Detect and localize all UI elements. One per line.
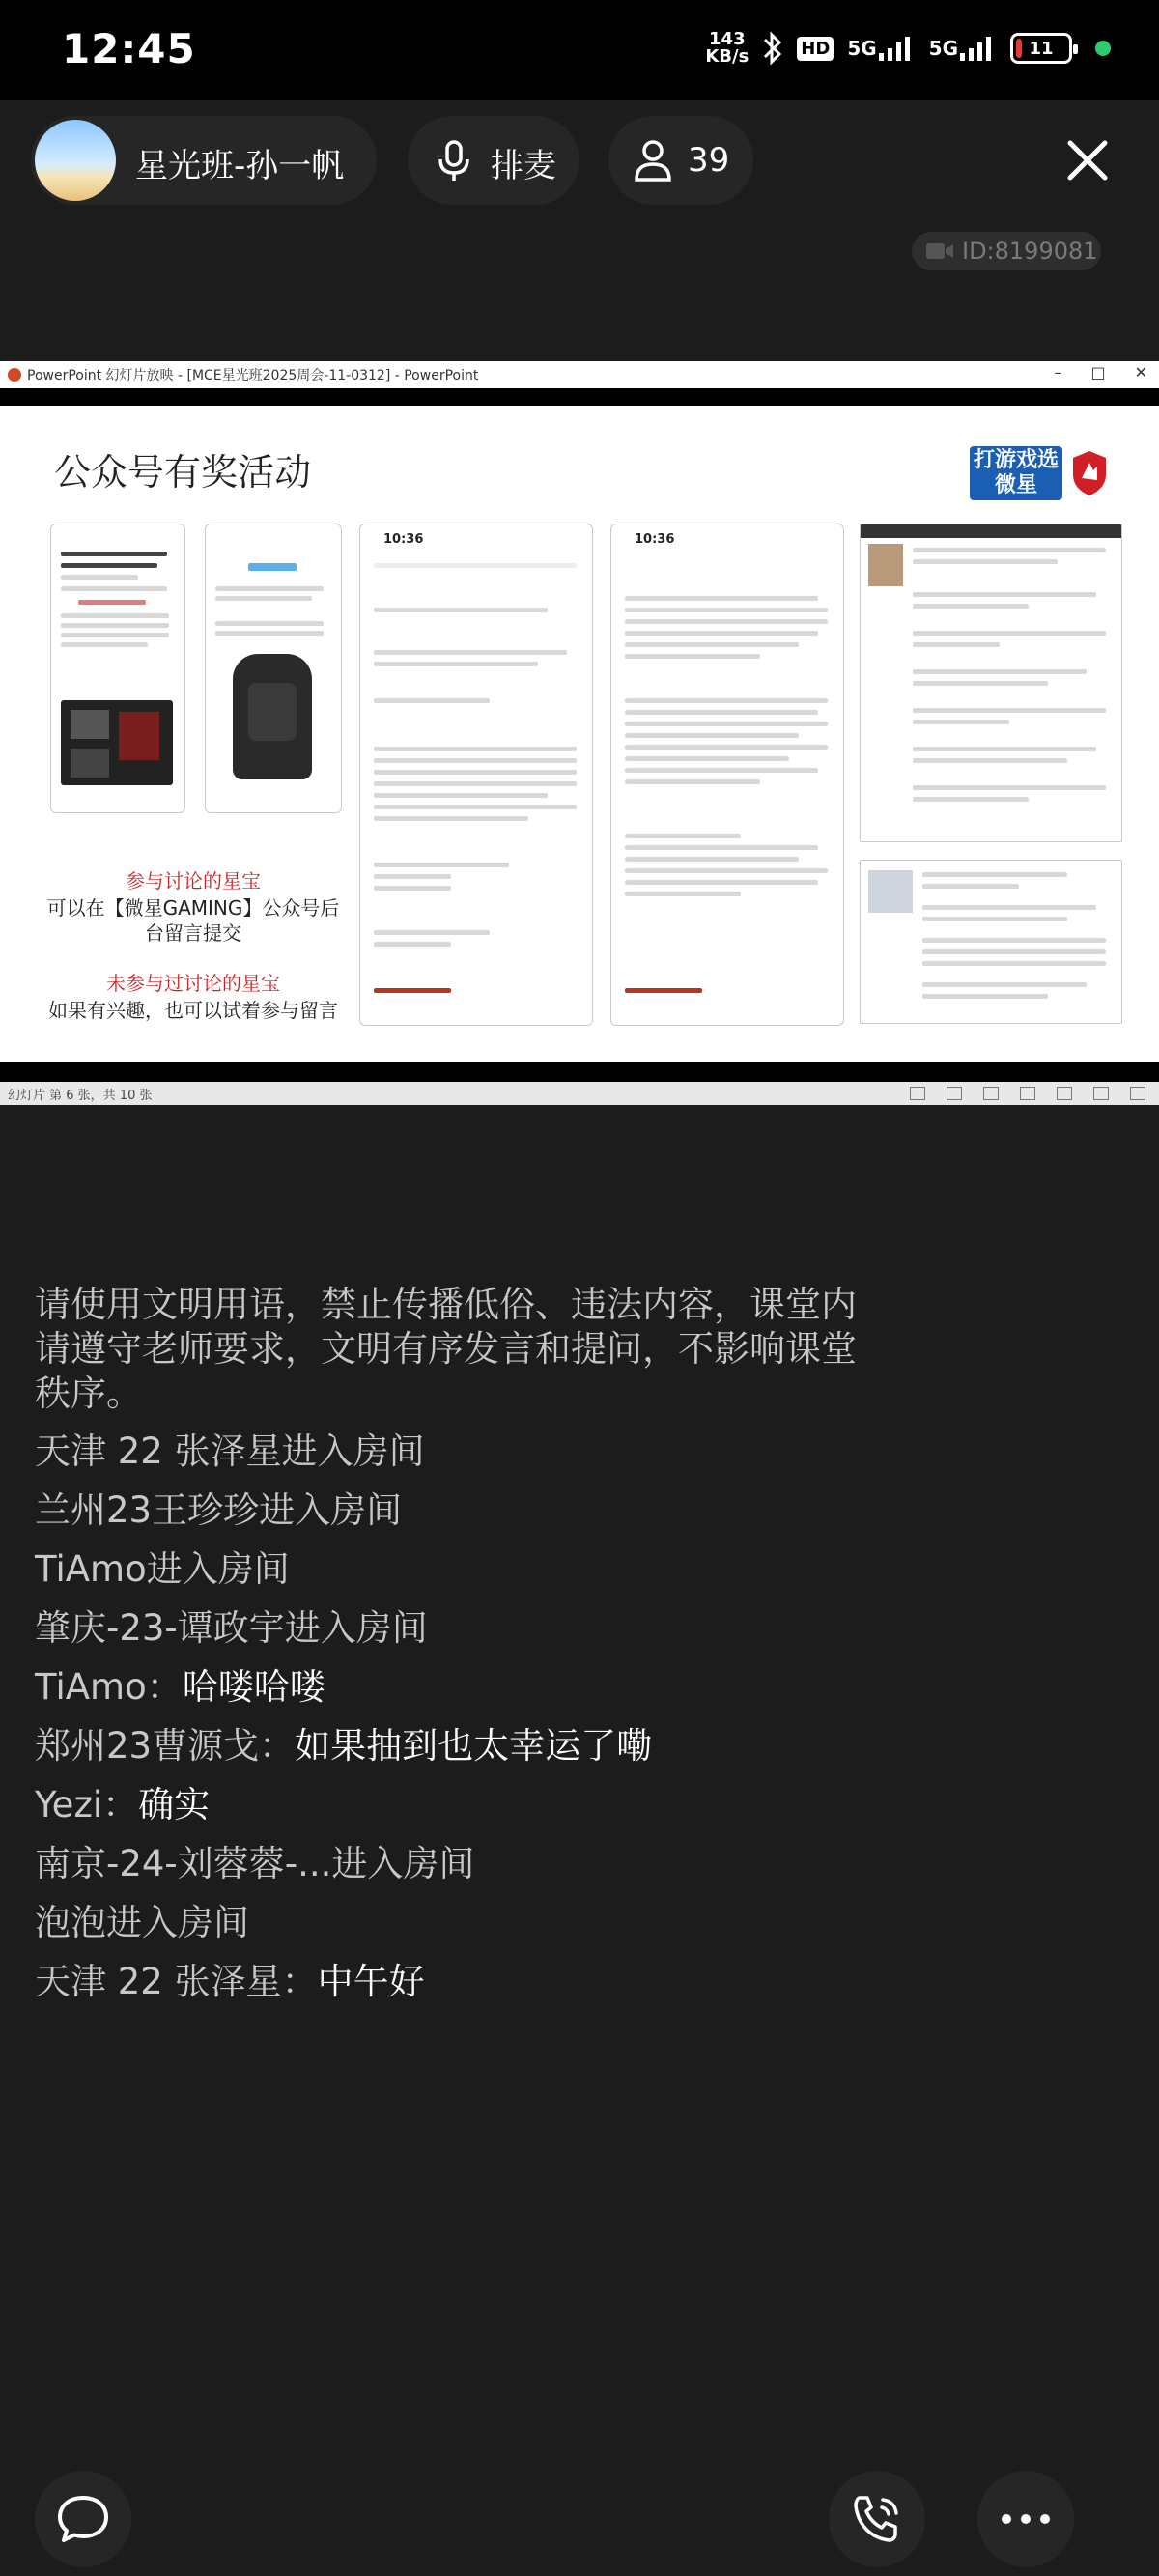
- msi-shield-icon: [1070, 449, 1109, 497]
- chat-text: 中午好: [317, 1961, 425, 2002]
- comment-button[interactable]: [35, 2471, 131, 2567]
- network-type: 5G: [847, 37, 877, 60]
- article-screenshot: [205, 524, 342, 813]
- more-button[interactable]: [977, 2471, 1074, 2567]
- chat-message: [35, 1901, 865, 1945]
- chat-sender: 南京-24-刘蓉蓉-...进入房间: [35, 1843, 475, 1884]
- maximize-icon: □: [1090, 363, 1106, 382]
- audience-button[interactable]: [608, 116, 753, 205]
- chat-message: [35, 1724, 865, 1769]
- chat-message: [35, 1960, 865, 2004]
- more-icon: [997, 2509, 1055, 2529]
- cta-heading: 参与讨论的星宝: [126, 869, 261, 892]
- network-type: 5G: [928, 37, 958, 60]
- chat-sender: 兰州23王珍珍进入房间: [35, 1489, 403, 1531]
- comments-screenshot: [359, 524, 593, 1026]
- window-title-bar: [0, 361, 1159, 388]
- chat-text: 确实: [138, 1784, 211, 1826]
- video-camera-icon: [925, 241, 954, 261]
- mic-queue-button[interactable]: [408, 116, 580, 205]
- camera-indicator-icon: [1095, 41, 1111, 56]
- chat-sender: 天津 22 张泽星进入房间: [35, 1430, 425, 1472]
- minimize-icon: –: [1054, 363, 1062, 382]
- bluetooth-icon: [762, 31, 783, 66]
- slide: [0, 406, 1159, 1062]
- slideshow-view-icon: [1130, 1087, 1145, 1100]
- chat-text: 哈喽哈喽: [182, 1666, 325, 1708]
- chat-feed: [35, 1283, 865, 2019]
- webpage-screenshot: [860, 524, 1122, 842]
- clock: 12:45: [62, 25, 196, 72]
- next-slide-icon: [983, 1087, 999, 1100]
- room-id-badge: [912, 232, 1101, 270]
- chat-text: 如果抽到也太幸运了嘞: [295, 1725, 653, 1767]
- call-button[interactable]: [829, 2471, 925, 2567]
- chat-message: [35, 1842, 865, 1886]
- powerpoint-icon: [8, 368, 21, 382]
- host-name: 星光班-孙一帆: [135, 147, 345, 185]
- brand-logo: [970, 444, 1115, 502]
- chat-sender: 肇庆-23-谭政宇进入房间: [35, 1607, 428, 1649]
- chat-sender: 泡泡进入房间: [35, 1902, 249, 1943]
- hd-label: HD: [797, 37, 834, 61]
- close-window-icon: ✕: [1134, 363, 1147, 382]
- slide-counter: 幻灯片 第 6 张，共 10 张: [8, 1088, 153, 1103]
- motherboard-image: [61, 700, 173, 785]
- phone-time: 10:36: [383, 532, 424, 547]
- article-screenshot: [50, 524, 185, 813]
- cta-text: 台留言提交: [145, 921, 241, 945]
- hd-icon: [797, 37, 834, 61]
- status-bar: [0, 0, 1159, 100]
- backpack-image: [233, 654, 312, 779]
- chat-message: [35, 1547, 865, 1592]
- chat-sender: 天津 22 张泽星：: [35, 1961, 318, 2002]
- chat-message: [35, 1488, 865, 1533]
- chat-sender: 郑州23曹源戈：: [35, 1725, 296, 1767]
- battery-icon: [1010, 33, 1072, 64]
- speed-unit: KB/s: [705, 46, 749, 67]
- host-info[interactable]: [31, 116, 377, 205]
- reading-view-icon: [1093, 1087, 1109, 1100]
- chat-message: [35, 1606, 865, 1651]
- chat-sender: TiAmo进入房间: [35, 1548, 290, 1590]
- network-speed: [705, 31, 749, 66]
- cta-text: 可以在【微星GAMING】公众号后: [46, 896, 340, 920]
- webpage-screenshot: [860, 860, 1122, 1024]
- microphone-icon: [435, 139, 473, 187]
- chat-message: [35, 1665, 865, 1710]
- phone-call-icon: [846, 2488, 908, 2550]
- person-icon: [634, 139, 672, 185]
- prev-slide-icon: [910, 1087, 925, 1100]
- chat-message: [35, 1783, 865, 1827]
- chat-sender: TiAmo：: [35, 1666, 183, 1708]
- speed-value: 143: [709, 29, 746, 49]
- phone-time: 10:36: [635, 532, 675, 547]
- shared-screen[interactable]: [0, 361, 1159, 1105]
- window-controls: [1054, 363, 1147, 382]
- signal-icon: [847, 34, 915, 63]
- room-id: ID:8199081: [962, 238, 1098, 265]
- brand-badge: 打游戏选微星: [970, 446, 1062, 500]
- signal-icon: [929, 34, 997, 63]
- cta-heading: 未参与过讨论的星宝: [106, 972, 280, 995]
- close-icon: [1057, 129, 1118, 191]
- chat-message: [35, 1430, 865, 1474]
- slide-status-bar: [0, 1082, 1159, 1105]
- status-icons: [705, 31, 1111, 66]
- chat-sender: Yezi：: [35, 1784, 139, 1826]
- avatar: [35, 120, 116, 201]
- chat-bubble-icon: [54, 2490, 112, 2548]
- view-controls: [910, 1087, 1145, 1100]
- mic-queue-label: 排麦: [491, 147, 556, 185]
- normal-view-icon: [1020, 1087, 1035, 1100]
- close-button[interactable]: [1057, 129, 1118, 191]
- chat-notice: 请使用文明用语，禁止传播低俗、违法内容，课堂内请遵守老师要求，文明有序发言和提问，不影响课堂秩序。: [35, 1284, 857, 1414]
- slide-menu-icon: [947, 1087, 962, 1100]
- audience-count: 39: [688, 141, 730, 180]
- cta-text: 如果有兴趣，也可以试着参与留言: [48, 999, 338, 1022]
- comments-screenshot: [610, 524, 844, 1026]
- slide-title: 公众号有奖活动: [54, 451, 312, 494]
- sorter-view-icon: [1057, 1087, 1072, 1100]
- window-title: PowerPoint 幻灯片放映 - [MCE星光班2025周会-11-0312] - PowerPoint: [27, 368, 479, 383]
- battery-level: 11: [1029, 38, 1054, 59]
